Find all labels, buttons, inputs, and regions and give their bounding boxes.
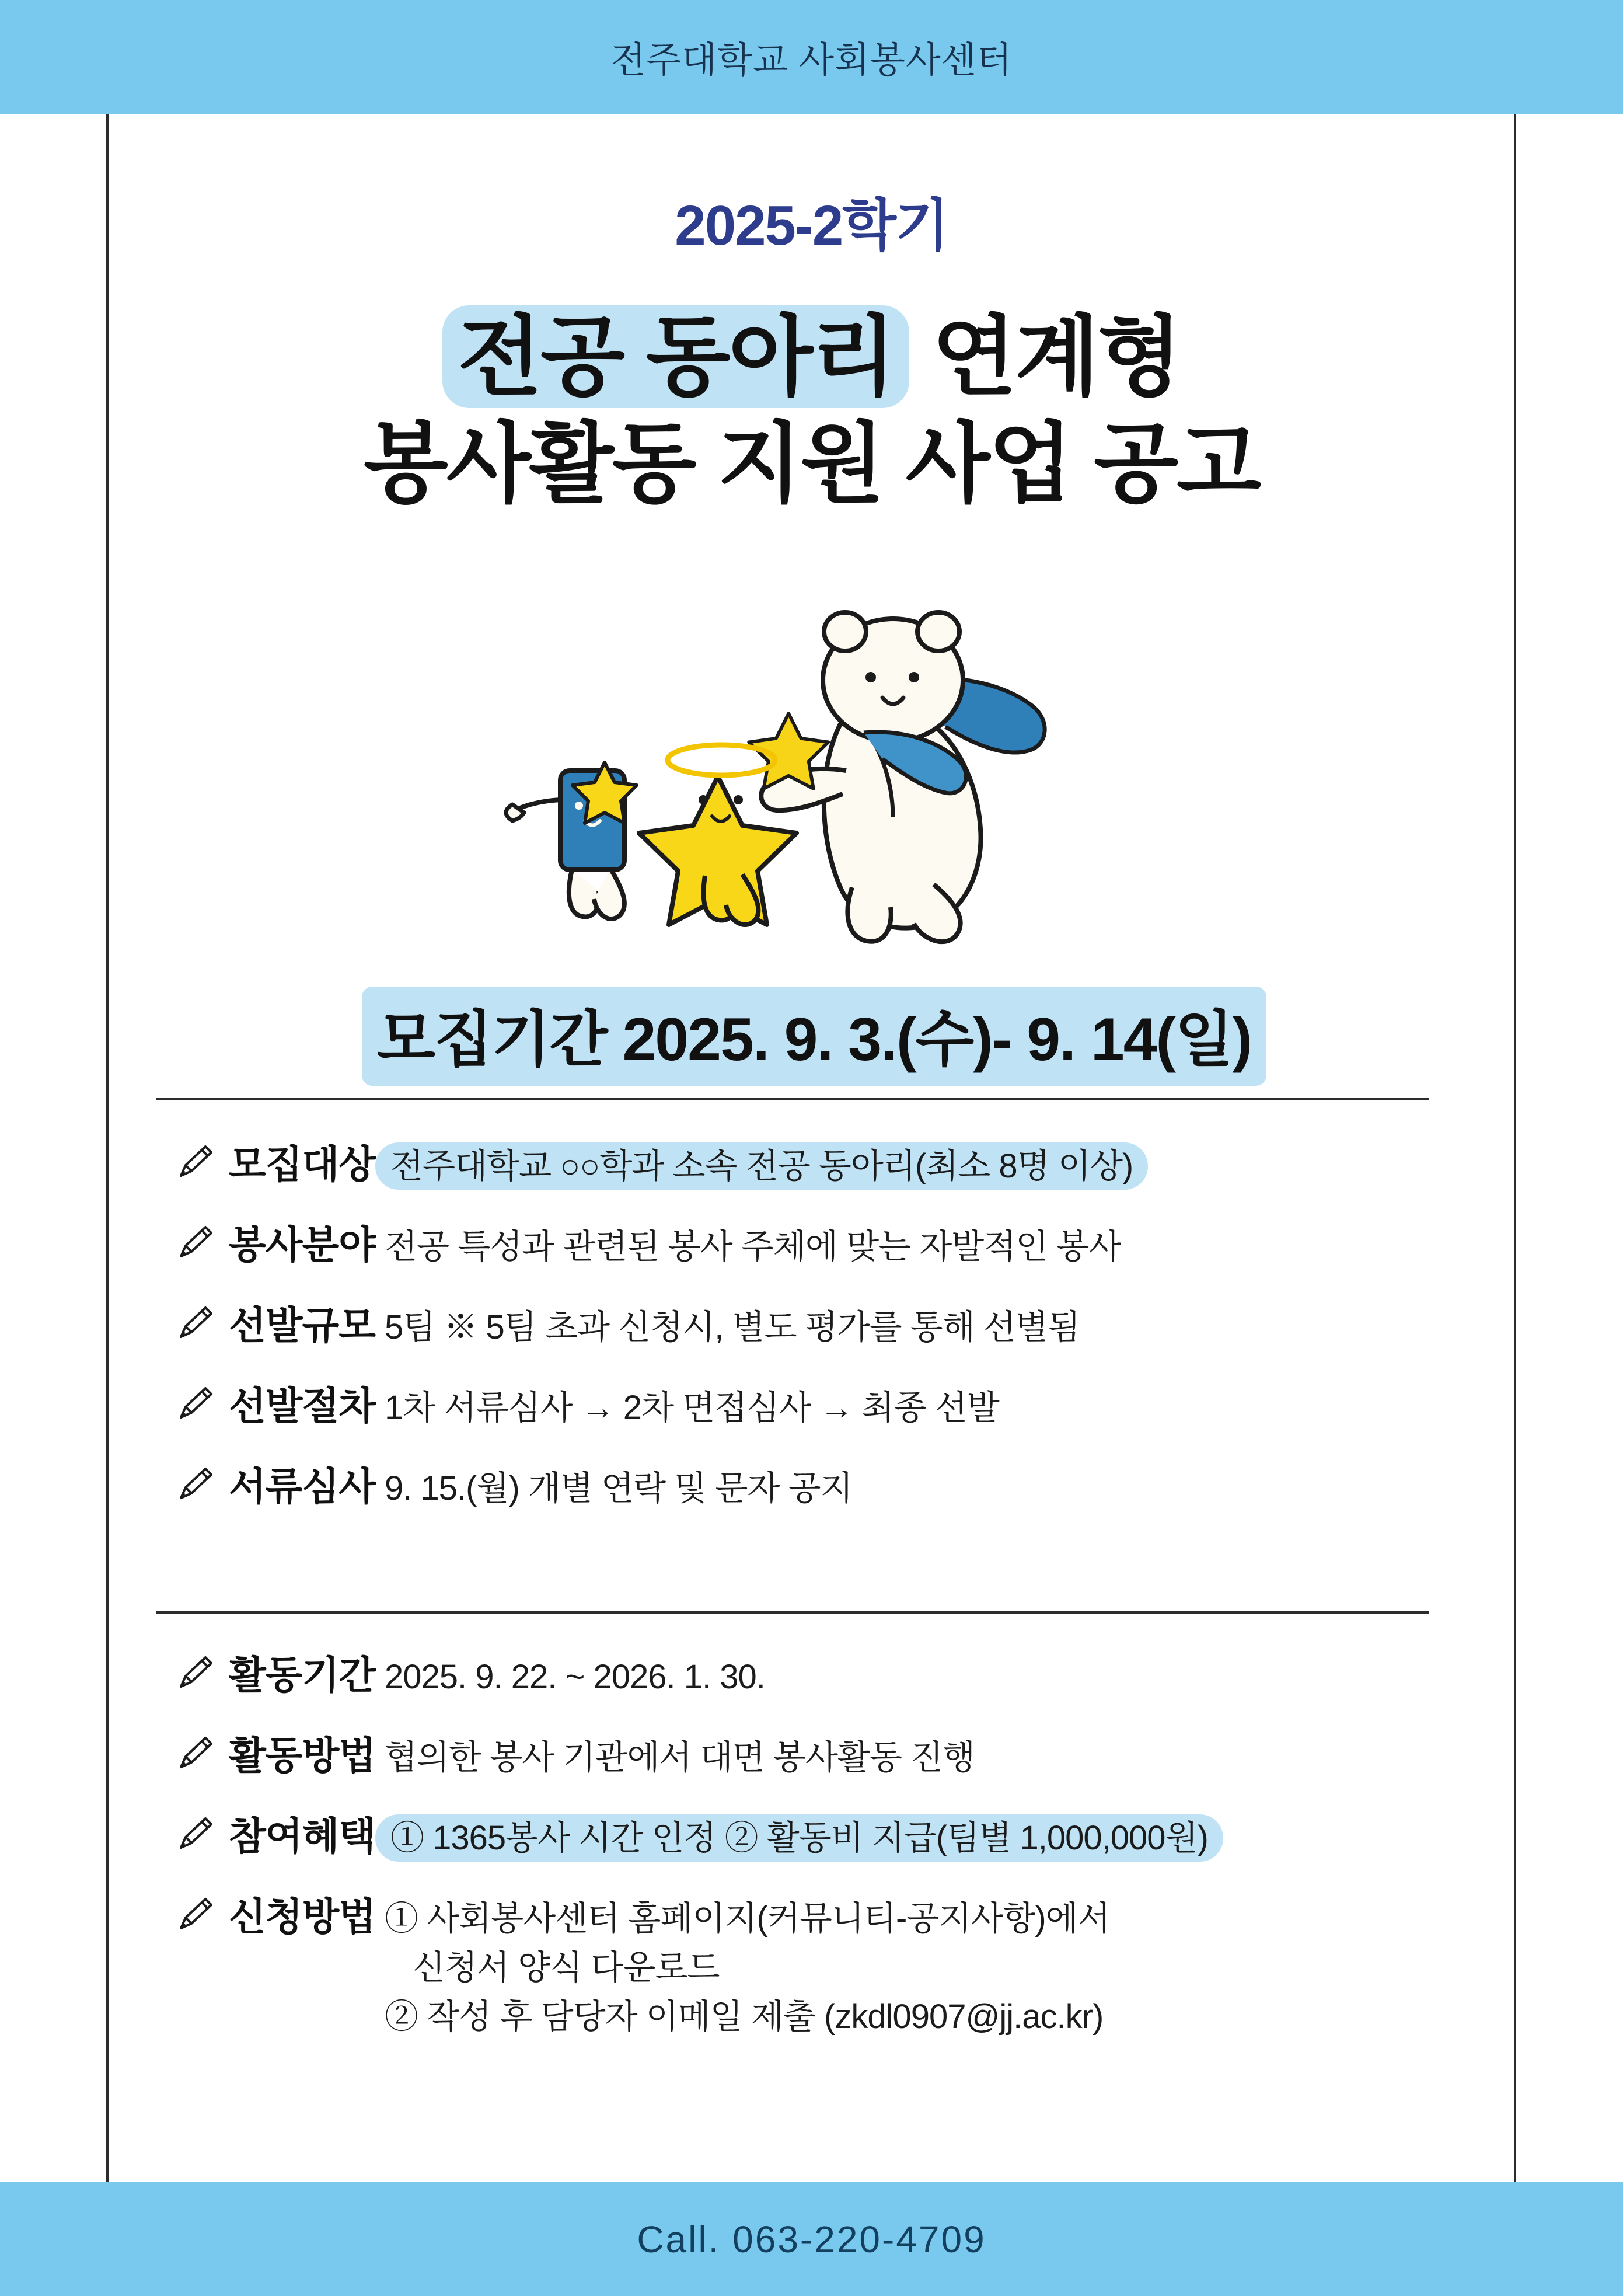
pencil-icon bbox=[175, 1461, 229, 1508]
info-label: 서류심사 bbox=[229, 1465, 376, 1508]
apply-line-1: ① 사회봉사센터 홈페이지(커뮤니티-공지사항)에서 bbox=[385, 1900, 1110, 1938]
info-value: 5팀 ※ 5팀 초과 신청시, 별도 평가를 통해 선별됨 bbox=[385, 1308, 1080, 1346]
divider-top bbox=[156, 1098, 1429, 1100]
recruit-period bbox=[175, 987, 1453, 1086]
info-label: 활동기간 bbox=[229, 1653, 376, 1696]
info-row bbox=[175, 1461, 1459, 1514]
info-row bbox=[175, 1299, 1459, 1353]
info-label: 봉사분야 bbox=[229, 1223, 376, 1266]
pencil-icon bbox=[175, 1810, 229, 1858]
info-row bbox=[175, 1138, 1459, 1192]
info-value: 전공 특성과 관련된 봉사 주체에 맞는 자발적인 봉사 bbox=[385, 1228, 1121, 1266]
apply-line-1-sub: 신청서 양식 다운로드 bbox=[413, 1949, 720, 1987]
info-row bbox=[175, 1810, 1459, 1864]
pencil-icon bbox=[175, 1649, 229, 1696]
info-label: 활동방법 bbox=[229, 1734, 376, 1777]
mascot-illustration bbox=[490, 595, 1115, 957]
info-value: 1차 서류심사 → 2차 면접심사 → 최종 선발 bbox=[385, 1389, 999, 1427]
recruit-period-value: 2025. 9. 3.(수)- 9. 14(일) bbox=[622, 1006, 1252, 1074]
footer-band-text: Call. 063-220-4709 bbox=[637, 2218, 986, 2260]
poster-title-line-1-rest: 연계형 bbox=[909, 308, 1181, 406]
pencil-icon bbox=[175, 1380, 229, 1427]
info-label: 모집대상 bbox=[229, 1142, 376, 1186]
header-band bbox=[0, 0, 1623, 114]
recruit-period-label: 모집기간 bbox=[376, 1006, 607, 1074]
poster-title bbox=[0, 304, 1623, 517]
info-label: 선발규모 bbox=[229, 1304, 376, 1347]
pencil-icon bbox=[175, 1891, 229, 1938]
poster-title-line-1 bbox=[0, 304, 1623, 410]
info-label: 참여혜택 bbox=[229, 1814, 376, 1858]
pencil-icon bbox=[175, 1299, 229, 1347]
info-value: 2025. 9. 22. ~ 2026. 1. 30. bbox=[385, 1658, 765, 1696]
info-list-bottom bbox=[175, 1649, 1459, 2068]
info-row bbox=[175, 1219, 1459, 1273]
poster-title-line-2: 봉사활동 지원 사업 공고 bbox=[363, 414, 1260, 513]
footer-band bbox=[0, 2182, 1623, 2296]
apply-line-2: ② 작성 후 담당자 이메일 제출 (zkdl0907@jj.ac.kr) bbox=[385, 1998, 1104, 2036]
info-list-top bbox=[175, 1138, 1459, 1541]
pencil-icon bbox=[175, 1138, 229, 1186]
info-value-highlight: 전주대학교 ○○학과 소속 전공 동아리(최소 8명 이상) bbox=[375, 1142, 1148, 1190]
info-value bbox=[375, 1138, 1459, 1191]
info-row bbox=[175, 1380, 1459, 1434]
info-value bbox=[375, 1891, 1459, 2041]
pencil-icon bbox=[175, 1730, 229, 1777]
pencil-icon bbox=[175, 1219, 229, 1266]
header-band-text: 전주대학교 사회봉사센터 bbox=[610, 40, 1013, 81]
info-row bbox=[175, 1730, 1459, 1783]
info-value-highlight: ① 1365봉사 시간 인정 ② 활동비 지급(팀별 1,000,000원) bbox=[375, 1814, 1223, 1862]
recruit-period-box bbox=[362, 987, 1267, 1086]
info-row-apply bbox=[175, 1891, 1459, 2041]
divider-bottom bbox=[156, 1611, 1429, 1614]
poster-subtitle: 2025-2학기 bbox=[675, 194, 948, 257]
info-row bbox=[175, 1649, 1459, 1703]
info-value: 9. 15.(월) 개별 연락 및 문자 공지 bbox=[385, 1469, 853, 1507]
poster-title-highlight: 전공 동아리 bbox=[442, 305, 909, 408]
info-value bbox=[375, 1810, 1459, 1863]
info-label: 선발절차 bbox=[229, 1384, 376, 1427]
info-value: 협의한 봉사 기관에서 대면 봉사활동 진행 bbox=[385, 1738, 975, 1776]
info-label: 신청방법 bbox=[229, 1895, 376, 1938]
